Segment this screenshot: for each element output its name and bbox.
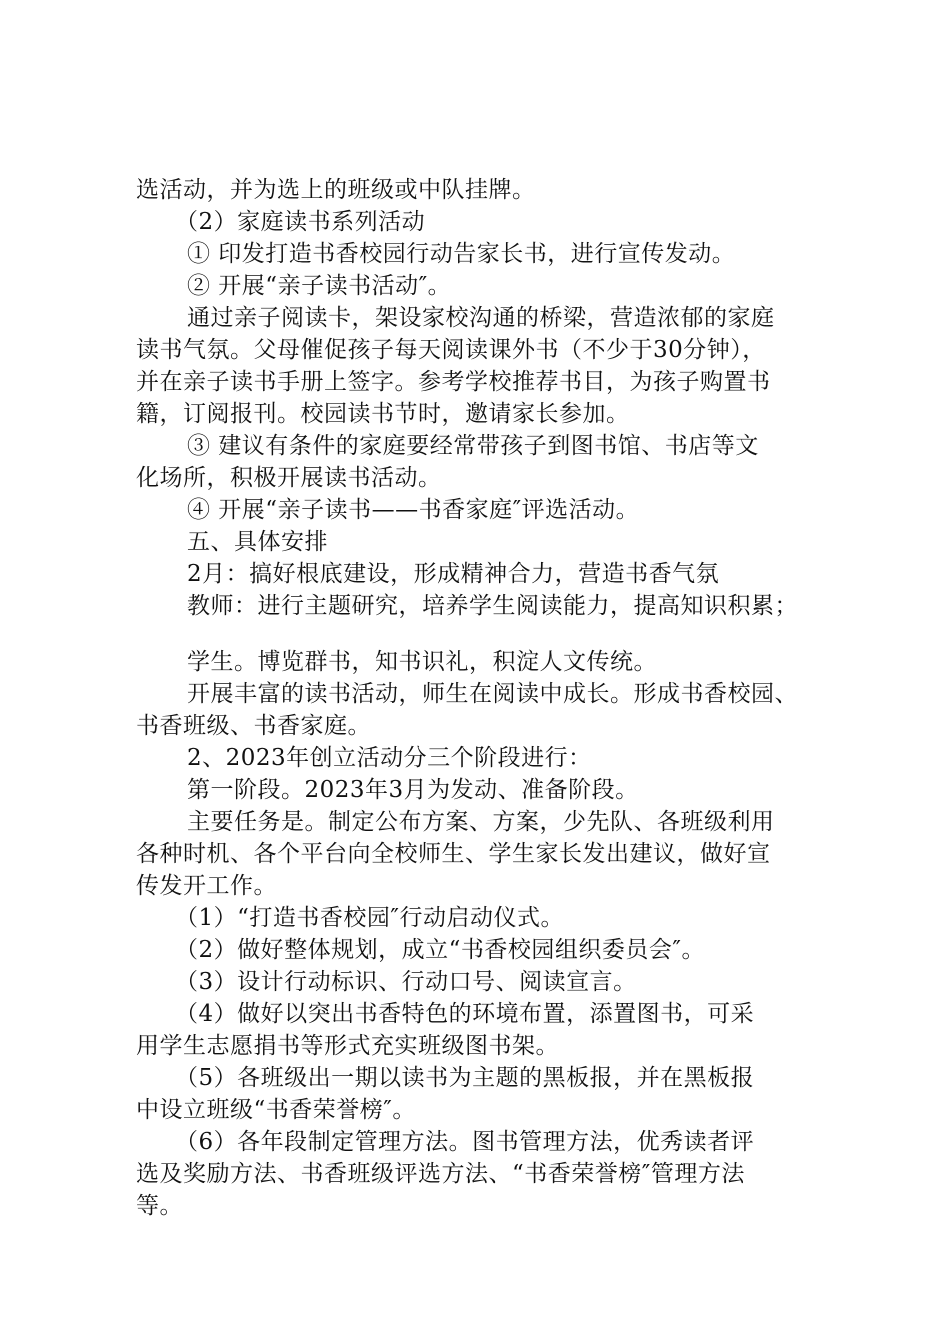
text-line: 2、2023年创立活动分三个阶段进行： bbox=[187, 745, 592, 771]
list-item: （3）设计行动标识、行动口号、阅读宣言。 bbox=[175, 969, 637, 995]
text-line: 学生。博览群书，知书识礼，积淀人文传统。 bbox=[187, 649, 657, 675]
text-line: ③ 建议有条件的家庭要经常带孩子到图书馆、书店等文 bbox=[187, 433, 759, 459]
text-line: 读书气氛。父母催促孩子每天阅读课外书（不少于30分钟）， bbox=[136, 337, 766, 363]
list-item: （6）各年段制定管理方法。图书管理方法，优秀读者评 bbox=[175, 1129, 755, 1155]
text-line: 2月：搞好根底建设，形成精神合力，营造书香气氛 bbox=[187, 561, 720, 587]
list-item: （1）“打造书香校园″行动启动仪式。 bbox=[175, 905, 564, 931]
section-heading: （2）家庭读书系列活动 bbox=[175, 209, 426, 235]
text-line: 各种时机、各个平台向全校师生、学生家长发出建议，做好宣 bbox=[136, 841, 771, 867]
text-line: 化场所，积极开展读书活动。 bbox=[136, 465, 442, 491]
text-line: 书香班级、书香家庭。 bbox=[136, 713, 371, 739]
text-line: ② 开展“亲子读书活动″。 bbox=[187, 273, 452, 299]
list-item: （2）做好整体规划，成立“书香校园组织委员会″。 bbox=[175, 937, 705, 963]
text-line: 用学生志愿捐书等形式充实班级图书架。 bbox=[136, 1033, 559, 1059]
text-line: ④ 开展“亲子读书——书香家庭″评选活动。 bbox=[187, 497, 640, 523]
text-line: 并在亲子读书手册上签字。参考学校推荐书目，为孩子购置书 bbox=[136, 369, 771, 395]
text-line: 开展丰富的读书活动，师生在阅读中成长。形成书香校园、 bbox=[187, 681, 798, 707]
text-line: 中设立班级“书香荣誉榜″。 bbox=[136, 1097, 416, 1123]
text-line: 等。 bbox=[136, 1193, 183, 1219]
text-line: 籍，订阅报刊。校园读书节时，邀请家长参加。 bbox=[136, 401, 630, 427]
text-line: 第一阶段。2023年3月为发动、准备阶段。 bbox=[187, 777, 639, 803]
text-line: 通过亲子阅读卡，架设家校沟通的桥梁，营造浓郁的家庭 bbox=[187, 305, 775, 331]
list-item: （4）做好以突出书香特色的环境布置，添置图书，可采 bbox=[175, 1001, 755, 1027]
section-heading: 五、具体安排 bbox=[187, 529, 328, 555]
list-item: （5）各班级出一期以读书为主题的黑板报，并在黑板报 bbox=[175, 1065, 755, 1091]
text-line: 教师：进行主题研究，培养学生阅读能力，提高知识积累； bbox=[187, 593, 798, 619]
text-line: 选活动，并为选上的班级或中队挂牌。 bbox=[136, 177, 536, 203]
text-line: 主要任务是。制定公布方案、方案，少先队、各班级利用 bbox=[187, 809, 775, 835]
text-line: 选及奖励方法、书香班级评选方法、“书香荣誉榜″管理方法 bbox=[136, 1161, 745, 1187]
text-line: 传发开工作。 bbox=[136, 873, 277, 899]
text-line: ① 印发打造书香校园行动告家长书，进行宣传发动。 bbox=[187, 241, 736, 267]
